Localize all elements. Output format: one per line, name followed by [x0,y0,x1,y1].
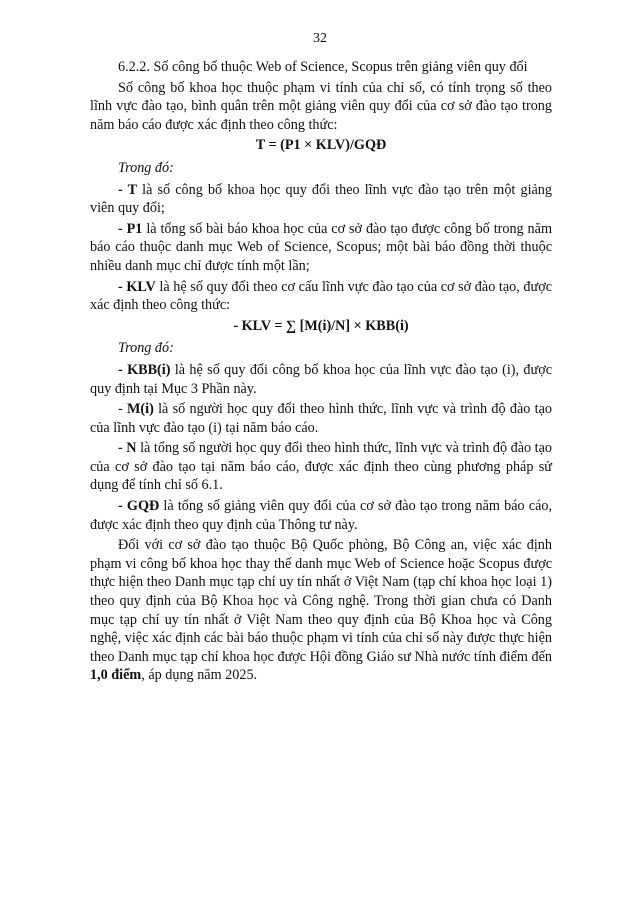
definition-m-prefix: - [118,401,128,418]
definition-kbb-text: là hệ số quy đổi công bố khoa học của lĩnh vực đào tạo (i), được quy định tại Mục 3 Phần này. [90,361,552,397]
final-paragraph-bold: 1,0 điểm [90,667,142,684]
term-t: - T [118,181,138,198]
where-label-2: Trong đó: [118,340,174,357]
final-paragraph-tail: , áp dụng năm 2025. [141,667,258,684]
term-n: - N [118,440,137,457]
definition-m-text: là số người học quy đổi theo hình thức, lĩnh vực và trình độ đào tạo của lĩnh vực đào tạo (i) tại năm báo cáo. [90,401,552,436]
final-paragraph [90,536,552,685]
term-kbb: - KBB(i) [118,361,171,378]
definition-m [90,400,552,437]
formula-t: T = (P1 × KLV)/GQĐ [255,137,387,154]
intro-paragraph: Số công bố khoa học thuộc phạm vi tính của chỉ số, có tính trọng số theo lĩnh vực đào tạo, bình quân trên một giảng viên quy đổi của cơ sở đào tạo trong năm báo cáo được xác định theo công thức: [90,79,552,133]
definition-klv [90,278,552,315]
definition-t [90,181,552,218]
definition-kbb [90,361,552,398]
definition-klv-text: là hệ số quy đổi theo cơ cấu lĩnh vực đào tạo của cơ sở đào tạo, được xác định theo công thức: [90,278,552,314]
term-gqd: - GQĐ [118,498,160,515]
page-number: 32 [313,31,327,46]
final-paragraph-text: Đối với cơ sở đào tạo thuộc Bộ Quốc phòng, Bộ Công an, việc xác định phạm vi công bố khoa học thay thế danh mục Web of Science hoặc Scopus được thực hiện theo Danh mục tạp chí uy tín nhất ở Việt Nam (tạp chí khoa học loại 1) theo quy định của Bộ Khoa học và Công nghệ. Trong thời gian chưa có Danh mục tạp chí uy tín nhất ở Việt Nam theo quy định của Bộ Khoa học và Công nghệ, việc xác định các bài báo thuộc phạm vi tính của chỉ số này được thực hiện theo Danh mục tạp chí khoa học được Hội đồng Giáo sư Nhà nước tính điểm đến [90,537,552,665]
term-m: M(i) [127,401,154,418]
definition-gqd-text: là tổng số giảng viên quy đổi của cơ sở đào tạo trong năm báo cáo, được xác định theo quy định của Thông tư này. [90,498,553,533]
formula-klv: - KLV = ∑ [M(i)/N] × KBB(i) [233,317,409,334]
definition-p1 [90,220,552,276]
definition-n-text: là tổng số người học quy đổi theo hình thức, lĩnh vực và trình độ đào tạo của cơ sở đào tạo tại năm báo cáo, được xác định theo cùng phương pháp sử dụng để tính chỉ số 6.1. [90,440,552,494]
section-heading: 6.2.2. Số công bố thuộc Web of Science, Scopus trên giảng viên quy đổi [118,59,528,75]
document-body [90,58,552,687]
definition-t-text: là số công bố khoa học quy đổi theo lĩnh vực đào tạo trên một giảng viên quy đổi; [90,181,552,217]
definition-gqd [90,497,552,534]
definition-p1-text: là tổng số bài báo khoa học của cơ sở đào tạo được công bố trong năm báo cáo thuộc danh mục Web of Science, Scopus; một bài báo đồng thời thuộc nhiều danh mục chỉ được tính một lần; [90,220,552,274]
where-label: Trong đó: [118,159,174,176]
term-p1: - P1 [118,220,143,237]
definition-n [90,439,552,495]
term-klv: - KLV [118,278,156,295]
